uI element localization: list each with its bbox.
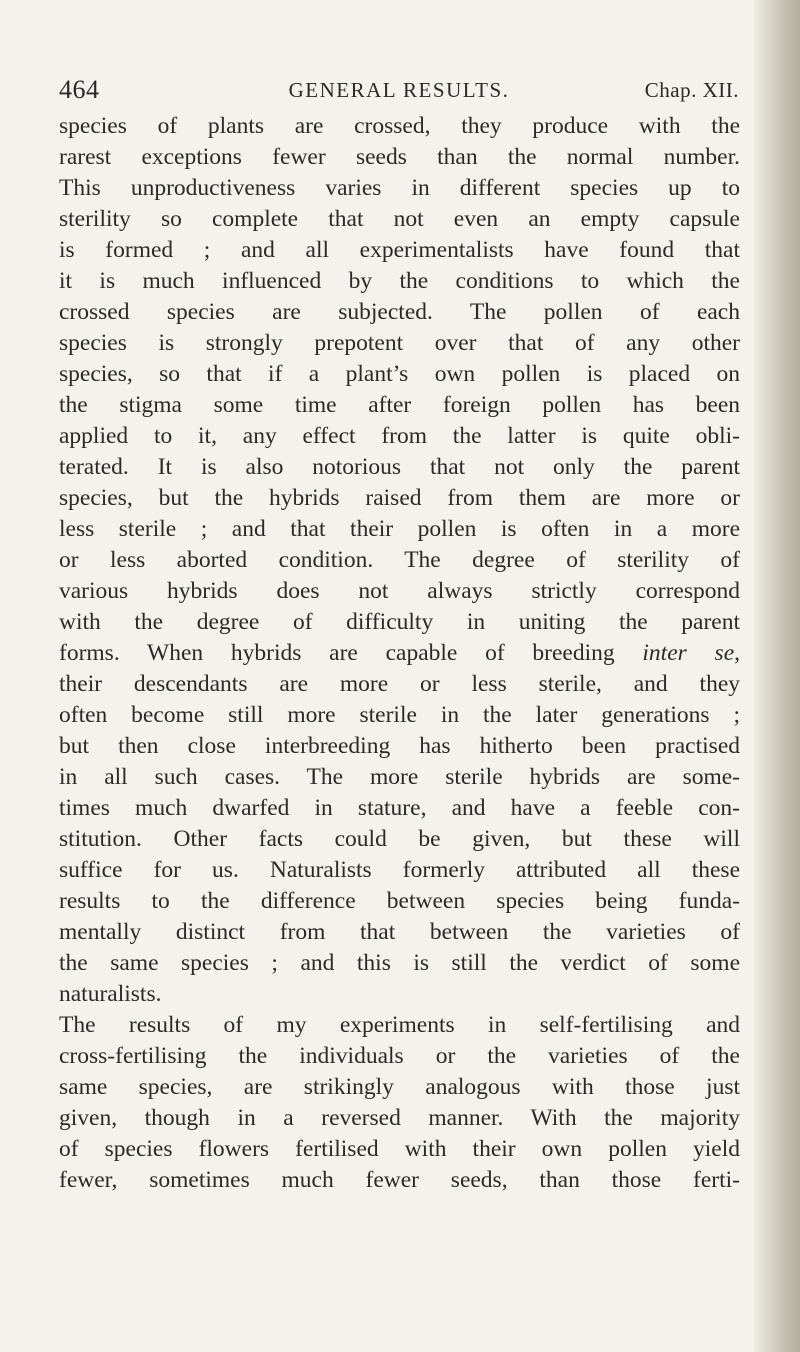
text-line: mentally distinct from that between the varieties of [59, 919, 740, 945]
text-line: is formed ; and all experimentalists have found that [59, 237, 740, 263]
text-line: applied to it, any effect from the latter is quite obli- [59, 423, 740, 449]
text-line: the stigma some time after foreign pollen has been [59, 392, 740, 418]
text-line: but then close interbreeding has hitherto been practised [59, 733, 740, 759]
text-line: The results of my experiments in self-fertilising and [59, 1012, 740, 1038]
text-line: less sterile ; and that their pollen is often in a more [59, 516, 740, 542]
text-line: This unproductiveness varies in different species up to [59, 175, 740, 201]
text-line: cross-fertilising the individuals or the varieties of the [59, 1043, 740, 1069]
page-number: 464 [59, 75, 100, 104]
text-line: with the degree of difficulty in uniting the parent [59, 609, 740, 635]
text-line: given, though in a reversed manner. With the majority [59, 1105, 740, 1131]
text-line: stitution. Other facts could be given, but these will [59, 826, 740, 852]
body-text [59, 111, 740, 1196]
running-title: GENERAL RESULTS. [288, 78, 510, 102]
text-line: crossed species are subjected. The pollen of each [59, 299, 740, 325]
text-line: it is much influenced by the conditions to which the [59, 268, 740, 294]
text-line: same species, are strikingly analogous with those just [59, 1074, 740, 1100]
text-line: terated. It is also notorious that not only the parent [59, 454, 740, 480]
text-line: forms. When hybrids are capable of breeding inter se, [59, 640, 740, 666]
text-line: of species flowers fertilised with their own pollen yield [59, 1136, 740, 1162]
text-line: in all such cases. The more sterile hybrids are some- [59, 764, 740, 790]
text-line: species, but the hybrids raised from them are more or [59, 485, 740, 511]
text-line: fewer, sometimes much fewer seeds, than those ferti- [59, 1167, 740, 1193]
text-line: their descendants are more or less sterile, and they [59, 671, 740, 697]
page-header [59, 75, 739, 111]
text-line: various hybrids does not always strictly correspond [59, 578, 740, 604]
text-line: sterility so complete that not even an empty capsule [59, 206, 740, 232]
text-line: times much dwarfed in stature, and have a feeble con- [59, 795, 740, 821]
text-line: or less aborted condition. The degree of sterility of [59, 547, 740, 573]
text-line: results to the difference between species being funda- [59, 888, 740, 914]
paragraph-end-line: naturalists. [59, 981, 162, 1007]
page-edge-shadow [754, 0, 800, 1352]
text-line: often become still more sterile in the later generations ; [59, 702, 740, 728]
text-line: rarest exceptions fewer seeds than the normal number. [59, 144, 740, 170]
text-line: species, so that if a plant’s own pollen is placed on [59, 361, 740, 387]
text-line: suffice for us. Naturalists formerly attributed all these [59, 857, 740, 883]
text-line: the same species ; and this is still the verdict of some [59, 950, 740, 976]
text-line: species is strongly prepotent over that of any other [59, 330, 740, 356]
chapter-reference: Chap. XII. [644, 78, 739, 102]
text-line: species of plants are crossed, they produce with the [59, 113, 740, 139]
